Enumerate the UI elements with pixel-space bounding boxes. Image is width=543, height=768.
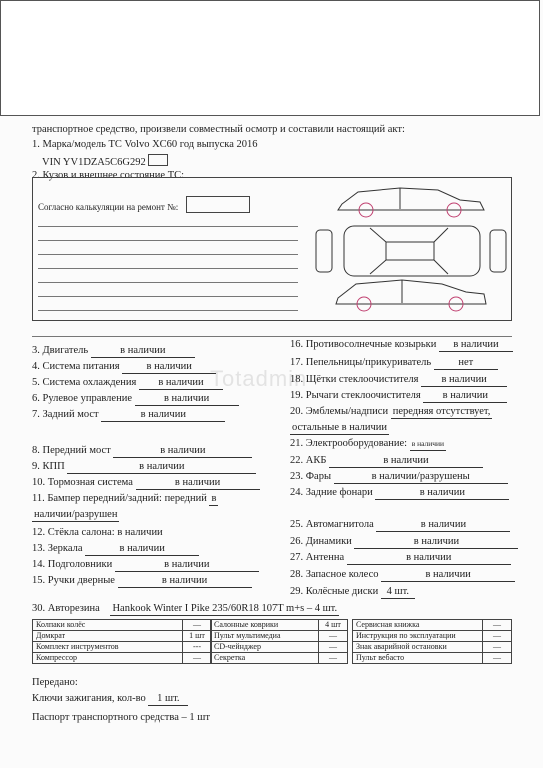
intro-text: транспортное средство, произвели совместный осмотр и составили настоящий акт: — [32, 124, 405, 135]
equipment-table-2 — [210, 619, 348, 664]
car-diagram — [308, 180, 514, 320]
note-line — [38, 282, 298, 283]
table-row: Компрессор — — [33, 653, 212, 664]
item-2-body-condition: 2. Кузов и внешнее состояние ТС: — [32, 170, 185, 181]
vin-redaction-box — [148, 154, 168, 166]
item-gearbox: 9. КПП в наличии — [32, 461, 256, 474]
table-row: Комплект инструментов --- — [33, 642, 212, 653]
handed-over-heading: Передано: — [32, 677, 78, 688]
note-line — [38, 254, 298, 255]
item-wiper-arms: 19. Рычаги стеклоочистителя в наличии — [290, 390, 507, 403]
vehicle-passport: Паспорт транспортного средства – 1 шт — [32, 712, 210, 723]
note-line — [38, 310, 298, 311]
item-door-handles: 15. Ручки дверные в наличии — [32, 575, 252, 588]
redacted-header-box — [0, 0, 540, 116]
table-row: Домкрат 1 шт — [33, 631, 212, 642]
item-ashtrays: 17. Пепельницы/прикуриватель нет — [290, 357, 498, 370]
item-radio: 25. Автомагнитола в наличии — [290, 519, 510, 532]
item-tires: 30. Авторезина Hankook Winter I Pike 235/60R18 107T m+s – 4 шт. — [32, 603, 338, 614]
item-rear-axle: 7. Задний мост в наличии — [32, 409, 225, 422]
item-emblems: 20. Эмблемы/надписи передняя отсутствует, — [290, 406, 491, 417]
item-1-make-model: 1. Марка/модель ТС Volvo XC60 год выпуска 2016 — [32, 139, 258, 150]
item-bumper: 11. Бампер передний/задний: передний в — [32, 493, 217, 504]
note-line — [38, 240, 298, 241]
table-row: Колпаки колёс — — [33, 620, 212, 631]
item-battery: 22. АКБ в наличии — [290, 455, 483, 468]
equipment-table-1 — [32, 619, 212, 664]
item-emblems-cont: остальные в наличии — [292, 422, 387, 433]
item-front-axle: 8. Передний мост в наличии — [32, 445, 252, 458]
item-speakers: 26. Динамики в наличии — [290, 536, 518, 549]
table-row: Секретка — — [211, 653, 348, 664]
item-mirrors: 13. Зеркала в наличии — [32, 543, 199, 556]
car-front-view — [316, 230, 332, 272]
table-row: Пульт вебасто — — [353, 653, 512, 664]
item-steering: 6. Рулевое управление в наличии — [32, 393, 239, 406]
item-cooling-system: 5. Система охлаждения в наличии — [32, 377, 223, 390]
vin-text: VIN YV1DZA5C6G292 — [42, 157, 146, 168]
item-brake-system: 10. Тормозная система в наличии — [32, 477, 260, 490]
note-line — [38, 226, 298, 227]
item-electrical: 21. Электрооборудование: в наличии — [290, 438, 445, 449]
calculation-number-box — [186, 196, 250, 213]
item-wheel-rims: 29. Колёсные диски 4 шт. — [290, 586, 415, 599]
vin-line — [42, 154, 168, 169]
item-spare-wheel: 28. Запасное колесо в наличии — [290, 569, 515, 582]
item-fuel-system: 4. Система питания в наличии — [32, 361, 216, 374]
car-plan — [344, 226, 480, 276]
calculation-label: Согласно калькуляции на ремонт №: — [38, 202, 179, 212]
table-row: CD-чейнджер — — [211, 642, 348, 653]
item-wiper-blades: 18. Щётки стеклоочистителя в наличии — [290, 374, 507, 387]
watermark: Totadmin — [210, 366, 308, 391]
note-line — [38, 268, 298, 269]
item-rear-lights: 24. Задние фонари в наличии — [290, 487, 509, 500]
item-bumper-cont: наличии/разрушен — [34, 509, 118, 520]
item-headlights: 23. Фары в наличии/разрушены — [290, 471, 508, 484]
separator-line — [32, 336, 512, 337]
table-row: Салонные коврики 4 шт — [211, 620, 348, 631]
item-sun-visors: 16. Противосолнечные козырьки в наличии — [290, 339, 513, 352]
note-line — [38, 296, 298, 297]
table-row: Сервисная книжка — — [353, 620, 512, 631]
item-headrests: 14. Подголовники в наличии — [32, 559, 259, 572]
car-rear-view — [490, 230, 506, 272]
item-engine: 3. Двигатель в наличии — [32, 345, 195, 358]
table-row: Пульт мультимедиа — — [211, 631, 348, 642]
item-antenna: 27. Антенна в наличии — [290, 552, 511, 565]
item-windows: 12. Стёкла салона: в наличии — [32, 527, 163, 538]
table-row: Инструкция по эксплуатации — — [353, 631, 512, 642]
ignition-keys: Ключи зажигания, кол-во 1 шт. — [32, 693, 188, 706]
table-row: Знак аварийной остановки — — [353, 642, 512, 653]
equipment-table-3 — [352, 619, 512, 664]
